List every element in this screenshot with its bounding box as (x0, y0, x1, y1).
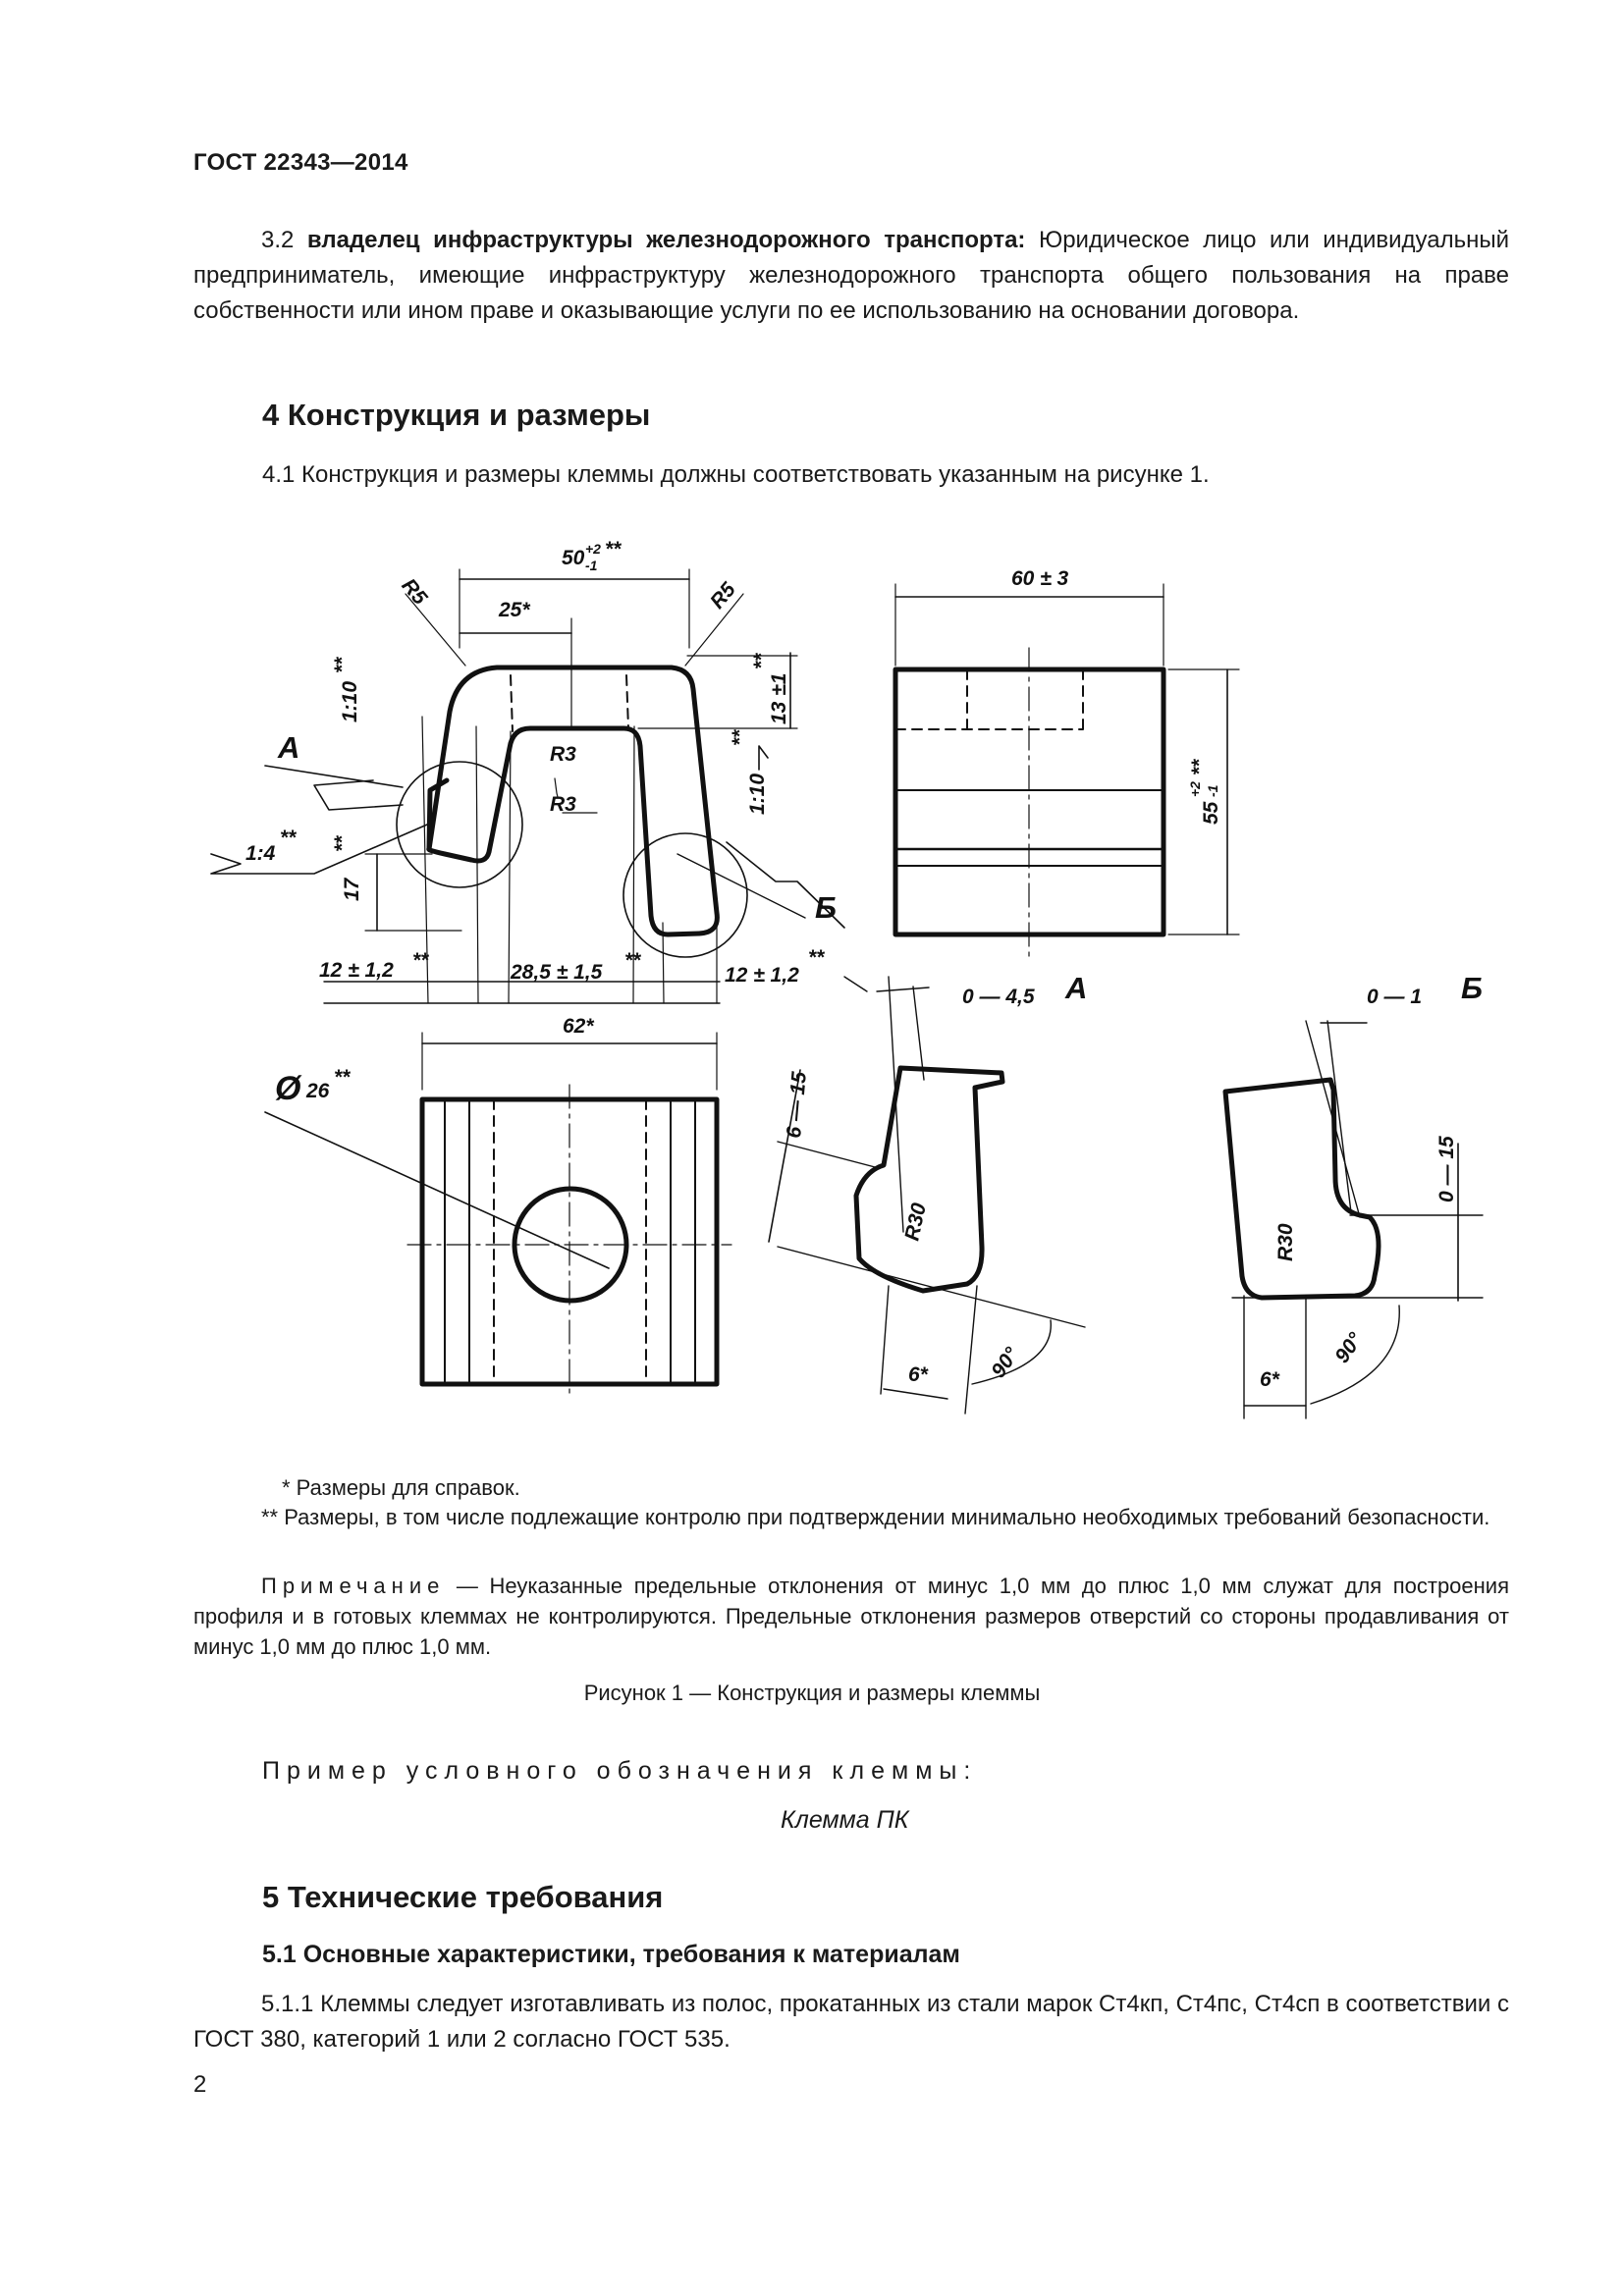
dimension-label: +2 (585, 541, 601, 557)
dimension-label: 0 — 4,5 (962, 986, 1035, 1008)
dimension-label: ** (334, 1066, 351, 1089)
dimension-label: 0 — 15 (1435, 1136, 1458, 1202)
detail-a-profile (856, 1068, 1002, 1291)
dimension-label: 12 ± 1,2 (319, 959, 394, 982)
example-label: Пример условного обозначения клеммы: (262, 1757, 978, 1785)
dimension-label: ** (331, 835, 353, 852)
detail-b-profile (1225, 1080, 1379, 1298)
dimension-label: 0 — 1 (1367, 986, 1423, 1008)
figure-caption: Рисунок 1 — Конструкция и размеры клеммы (583, 1681, 1041, 1705)
dimension-label: ** (280, 827, 297, 849)
dimension-label: -1 (1205, 784, 1220, 797)
dimension-label: 1:10 (746, 773, 769, 815)
example-value: Клемма ПК (781, 1806, 909, 1834)
footnote-2: ** Размеры, в том числе подлежащие контролю при подтверждении минимально необходимых требований безопасности. (261, 1505, 1490, 1529)
dimension-label: Ø (275, 1070, 301, 1107)
label-a: А (278, 730, 300, 765)
dimension-label: 6 — 15 (783, 1070, 811, 1140)
label-b: Б (815, 890, 837, 925)
dimension-label: 1:4 (245, 842, 276, 865)
footnote-1: * Размеры для справок. (282, 1475, 520, 1500)
dimension-label: R5 (705, 578, 740, 614)
dimension-label: 13 ±1 (768, 672, 790, 724)
dimension-label: +2 (1187, 781, 1203, 797)
paragraph-5-1-1: 5.1.1 Клеммы следует изготавливать из полос, прокатанных из стали марок Ст4кп, Ст4пс, Ст4сп в соответствии с ГОСТ 380, категорий 1 или 2 согласно ГОСТ 535. (193, 1991, 1509, 2053)
dimension-label: 6* (1260, 1368, 1279, 1391)
section-4-heading: 4 Конструкция и размеры (262, 398, 651, 432)
dimension-label: ** (729, 729, 751, 746)
dimension-label: 12 ± 1,2 (725, 964, 799, 987)
dimension-label: 62* (563, 1015, 594, 1038)
dimension-label: ** (750, 653, 773, 669)
dimension-label: 6* (908, 1363, 928, 1386)
figure-note (193, 1571, 1509, 1662)
section-5-heading: 5 Технические требования (262, 1880, 664, 1914)
dimension-label: 60 ± 3 (1011, 567, 1069, 590)
term: владелец инфраструктуры железнодорожного транспорта: (306, 227, 1026, 253)
dimension-label: ** (1188, 759, 1211, 775)
detail-b-label: Б (1461, 971, 1483, 1005)
dimension-label: 90° (1330, 1328, 1368, 1367)
document-header: ГОСТ 22343—2014 (193, 149, 408, 176)
dimension-label: ** (808, 946, 825, 969)
detail-a-label: А (1065, 971, 1088, 1005)
dimension-label: 55 (1200, 801, 1222, 825)
term-definition: Юридическое лицо или индивидуальный предприниматель, имеющие инфраструктуру железнодорожного транспорта общего пользования на праве собственности или ином праве и оказывающие услуги по ее использованию на основании договора. (193, 227, 1510, 324)
paragraph-4-1: 4.1 Конструкция и размеры клеммы должны соответствовать указанным на рисунке 1. (262, 461, 1210, 488)
detail-b-circle (623, 833, 747, 957)
section-number: 3.2 (261, 227, 295, 253)
dimension-label: -1 (585, 558, 598, 573)
dimension-label: 1:10 (339, 680, 361, 722)
dimension-label: 17 (341, 878, 363, 901)
dimension-label: 90° (987, 1343, 1024, 1382)
dimension-label: R30 (900, 1201, 931, 1244)
page-number: 2 (193, 2071, 207, 2098)
dimension-label: 25* (499, 599, 530, 621)
dimension-label: ** (605, 538, 622, 561)
note-label: Примечание (261, 1574, 446, 1598)
detail-a-circle (397, 762, 522, 887)
dimension-label: ** (412, 949, 429, 972)
dimension-label: ** (331, 657, 353, 673)
subsection-5-1-heading: 5.1 Основные характеристики, требования к материалам (262, 1941, 960, 1968)
dimension-label: R30 (1274, 1223, 1297, 1261)
dimension-label: R5 (397, 574, 432, 610)
dimension-label: R3 (550, 793, 576, 816)
note-text: — Неуказанные предельные отклонения от минус 1,0 мм до плюс 1,0 мм служат для построения профиля и в готовых клеммах не контролируются. Предельные отклонения размеров отверстий со стороны продавливания от минус 1,0 мм до плюс 1,0 мм. (193, 1574, 1509, 1659)
dimension-label: 28,5 ± 1,5 (511, 961, 603, 984)
dimension-label: 26 (306, 1080, 330, 1102)
dimension-label: ** (624, 949, 641, 972)
dimension-label: 50 (562, 547, 585, 569)
dimension-label: R3 (550, 743, 576, 766)
